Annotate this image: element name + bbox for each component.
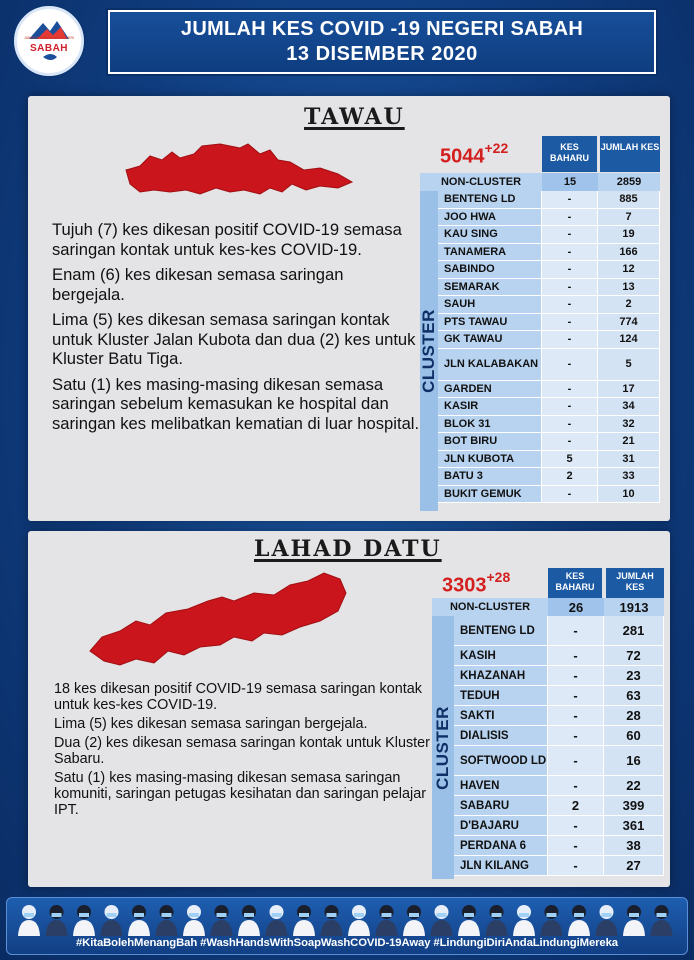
tawau-cluster-new: - xyxy=(542,209,598,226)
lahad-datu-cluster-new: - xyxy=(548,746,604,775)
tawau-cluster-new: 5 xyxy=(542,451,598,468)
tawau-cluster-name: KAU SING xyxy=(438,226,542,243)
lahad-datu-cluster-name: KASIH xyxy=(454,646,548,665)
lahad-datu-cluster-row xyxy=(454,816,664,836)
tawau-cluster-row xyxy=(438,381,660,399)
tawau-cluster-row xyxy=(438,296,660,314)
tawau-cluster-row xyxy=(438,226,660,244)
tawau-cluster-row xyxy=(438,244,660,262)
lahad-datu-cluster-row xyxy=(454,666,664,686)
lahad-datu-cluster-row xyxy=(454,856,664,876)
tawau-cluster-total: 7 xyxy=(598,209,660,226)
tawau-cluster-new: - xyxy=(542,279,598,296)
lahad-datu-col-jumlah-kes: JUMLAH KES xyxy=(606,568,664,598)
lahad-datu-cluster-row xyxy=(454,706,664,726)
tawau-cluster-row xyxy=(438,191,660,209)
frontliner-figures-icon xyxy=(15,900,681,936)
lahad-datu-non-cluster-total: 1913 xyxy=(604,598,664,616)
tawau-cluster-total: 124 xyxy=(598,331,660,348)
logo-emblem-icon xyxy=(17,9,81,73)
tawau-cluster-total: 34 xyxy=(598,398,660,415)
lahad-datu-cluster-row xyxy=(454,686,664,706)
tawau-cluster-new: - xyxy=(542,416,598,433)
tawau-note: Tujuh (7) kes dikesan positif COVID-19 semasa saringan kontak untuk kes-kes COVID-19. xyxy=(52,220,402,259)
tawau-cluster-new: - xyxy=(542,381,598,398)
tawau-cluster-new: - xyxy=(542,349,598,380)
lahad-datu-cluster-name: SOFTWOOD LD xyxy=(454,746,548,775)
tawau-non-cluster-row xyxy=(420,173,660,191)
tawau-cluster-row xyxy=(438,279,660,297)
tawau-cluster-total: 17 xyxy=(598,381,660,398)
tawau-cluster-new: - xyxy=(542,486,598,503)
tawau-cluster-name: BOT BIRU xyxy=(438,433,542,450)
tawau-cluster-row xyxy=(438,486,660,504)
lahad-datu-total-cases xyxy=(442,571,510,598)
tawau-cluster-name: SEMARAK xyxy=(438,279,542,296)
district-title-lahad-datu: LAHAD DATU xyxy=(254,536,442,562)
tawau-cluster-row xyxy=(438,416,660,434)
lahad-datu-cluster-new: - xyxy=(548,816,604,835)
page-date: 13 DISEMBER 2020 xyxy=(286,43,478,65)
tawau-cluster-total: 21 xyxy=(598,433,660,450)
tawau-total-cases xyxy=(440,142,508,169)
tawau-cluster-row xyxy=(438,451,660,469)
tawau-cluster-row xyxy=(438,398,660,416)
tawau-cluster-name: GARDEN xyxy=(438,381,542,398)
lahad-datu-non-cluster-row xyxy=(432,598,664,616)
lahad-datu-non-cluster-new: 26 xyxy=(548,598,604,616)
tawau-cluster-name: SABINDO xyxy=(438,261,542,278)
header-banner xyxy=(108,10,656,74)
tawau-cluster-name: GK TAWAU xyxy=(438,331,542,348)
tawau-cluster-total: 5 xyxy=(598,349,660,380)
lahad-datu-cluster-new: - xyxy=(548,856,604,875)
district-title-tawau: TAWAU xyxy=(304,104,405,130)
tawau-notes xyxy=(52,220,420,439)
lahad-datu-cluster-label-text: CLUSTER xyxy=(433,705,452,790)
tawau-cluster-total: 885 xyxy=(598,191,660,208)
lahad-datu-cluster-name: DIALISIS xyxy=(454,726,548,745)
tawau-col-jumlah-kes: JUMLAH KES xyxy=(600,136,660,172)
tawau-note: Enam (6) kes dikesan semasa saringan bergejala. xyxy=(52,265,344,304)
tawau-cluster-name: PTS TAWAU xyxy=(438,314,542,331)
tawau-note: Lima (5) kes dikesan semasa saringan kontak untuk Kluster Jalan Kubota dan dua (2) kes untuk Kluster Batu Tiga. xyxy=(52,310,416,368)
tawau-cluster-row xyxy=(438,209,660,227)
lahad-datu-cluster-new: - xyxy=(548,666,604,685)
page-title: JUMLAH KES COVID -19 NEGERI SABAH xyxy=(180,18,584,40)
lahad-datu-note: 18 kes dikesan positif COVID-19 semasa saringan kontak untuk kes-kes COVID-19. xyxy=(54,681,422,713)
lahad-datu-panel xyxy=(28,531,670,887)
lahad-datu-cluster-new: - xyxy=(548,706,604,725)
tawau-cluster-name: BATU 3 xyxy=(438,468,542,485)
lahad-datu-cluster-label xyxy=(432,616,454,879)
lahad-datu-cluster-name: D'BAJARU xyxy=(454,816,548,835)
lahad-datu-cluster-name: HAVEN xyxy=(454,776,548,795)
lahad-datu-notes xyxy=(54,681,434,821)
lahad-datu-cluster-name: BENTENG LD xyxy=(454,616,548,645)
tawau-cluster-row xyxy=(438,314,660,332)
lahad-datu-cluster-total: 23 xyxy=(604,666,664,685)
logo-tagline: JABATAN KESIHATAN NEGERI xyxy=(24,36,74,40)
lahad-datu-cluster-new: - xyxy=(548,616,604,645)
tawau-cluster-name: SAUH xyxy=(438,296,542,313)
lahad-datu-map-icon xyxy=(84,571,352,671)
lahad-datu-cluster-new: - xyxy=(548,646,604,665)
tawau-cluster-new: - xyxy=(542,331,598,348)
tawau-cluster-name: JLN KUBOTA xyxy=(438,451,542,468)
tawau-cluster-total: 12 xyxy=(598,261,660,278)
lahad-datu-cluster-total: 63 xyxy=(604,686,664,705)
tawau-cluster-name: TANAMERA xyxy=(438,244,542,261)
tawau-cluster-row xyxy=(438,468,660,486)
lahad-datu-cluster-name: JLN KILANG xyxy=(454,856,548,875)
lahad-datu-new-value: +28 xyxy=(486,569,511,585)
tawau-col-kes-baharu: KES BAHARU xyxy=(542,136,597,172)
lahad-datu-cluster-name: TEDUH xyxy=(454,686,548,705)
tawau-cluster-new: - xyxy=(542,226,598,243)
lahad-datu-cluster-name: KHAZANAH xyxy=(454,666,548,685)
tawau-cluster-total: 33 xyxy=(598,468,660,485)
tawau-cluster-new: - xyxy=(542,261,598,278)
tawau-cluster-total: 19 xyxy=(598,226,660,243)
lahad-datu-cluster-row xyxy=(454,746,664,776)
tawau-cluster-new: 2 xyxy=(542,468,598,485)
lahad-datu-cluster-name: SABARU xyxy=(454,796,548,815)
tawau-non-cluster-name: NON-CLUSTER xyxy=(420,173,542,191)
lahad-datu-note: Satu (1) kes masing-masing dikesan semasa saringan komuniti, saringan petugas kesihatan dan saringan pelajar IPT. xyxy=(54,770,426,818)
tawau-cluster-name: BENTENG LD xyxy=(438,191,542,208)
lahad-datu-note: Dua (2) kes dikesan semasa saringan kontak untuk Kluster Sabaru. xyxy=(54,735,430,767)
lahad-datu-cluster-total: 16 xyxy=(604,746,664,775)
lahad-datu-cluster-total: 281 xyxy=(604,616,664,645)
lahad-datu-total-value: 3303 xyxy=(442,574,487,597)
tawau-cluster-label-text: CLUSTER xyxy=(419,309,438,393)
lahad-datu-cluster-total: 72 xyxy=(604,646,664,665)
tawau-total-value: 5044 xyxy=(440,145,485,168)
tawau-cluster-total: 166 xyxy=(598,244,660,261)
tawau-cluster-table xyxy=(438,191,660,503)
lahad-datu-cluster-row xyxy=(454,836,664,856)
tawau-cluster-total: 10 xyxy=(598,486,660,503)
lahad-datu-cluster-total: 60 xyxy=(604,726,664,745)
tawau-cluster-total: 32 xyxy=(598,416,660,433)
tawau-cluster-name: JOO HWA xyxy=(438,209,542,226)
lahad-datu-cluster-row xyxy=(454,616,664,646)
tawau-cluster-new: - xyxy=(542,433,598,450)
tawau-cluster-name: BUKIT GEMUK xyxy=(438,486,542,503)
lahad-datu-cluster-new: - xyxy=(548,836,604,855)
tawau-non-cluster-total: 2859 xyxy=(598,173,660,191)
lahad-datu-cluster-row xyxy=(454,726,664,746)
lahad-datu-cluster-row xyxy=(454,796,664,816)
lahad-datu-cluster-total: 28 xyxy=(604,706,664,725)
tawau-cluster-name: BLOK 31 xyxy=(438,416,542,433)
lahad-datu-cluster-total: 399 xyxy=(604,796,664,815)
tawau-cluster-new: - xyxy=(542,296,598,313)
lahad-datu-cluster-name: PERDANA 6 xyxy=(454,836,548,855)
footer-band xyxy=(6,897,688,955)
tawau-cluster-name: JLN KALABAKAN xyxy=(438,349,542,380)
lahad-datu-cluster-table xyxy=(454,616,664,876)
tawau-cluster-new: - xyxy=(542,191,598,208)
lahad-datu-note: Lima (5) kes dikesan semasa saringan bergejala. xyxy=(54,716,368,732)
tawau-note: Satu (1) kes masing-masing dikesan semasa saringan sebelum kemasukan ke hospital dan saringan kes melibatkan kematian di luar hospital. xyxy=(52,374,420,433)
tawau-cluster-row xyxy=(438,433,660,451)
tawau-cluster-row xyxy=(438,261,660,279)
tawau-cluster-new: - xyxy=(542,244,598,261)
lahad-datu-cluster-total: 38 xyxy=(604,836,664,855)
lahad-datu-cluster-row xyxy=(454,646,664,666)
lahad-datu-cluster-total: 22 xyxy=(604,776,664,795)
tawau-non-cluster-new: 15 xyxy=(542,173,598,191)
lahad-datu-cluster-total: 27 xyxy=(604,856,664,875)
logo-word: SABAH xyxy=(29,43,69,54)
lahad-datu-cluster-new: - xyxy=(548,726,604,745)
tawau-map-icon xyxy=(120,140,360,202)
lahad-datu-cluster-row xyxy=(454,776,664,796)
tawau-new-value: +22 xyxy=(484,140,509,156)
tawau-panel xyxy=(28,96,670,521)
lahad-datu-cluster-name: SAKTI xyxy=(454,706,548,725)
tawau-cluster-name: KASIR xyxy=(438,398,542,415)
tawau-cluster-new: - xyxy=(542,398,598,415)
tawau-cluster-label xyxy=(420,191,438,511)
lahad-datu-cluster-new: 2 xyxy=(548,796,604,815)
tawau-cluster-total: 13 xyxy=(598,279,660,296)
lahad-datu-cluster-new: - xyxy=(548,686,604,705)
lahad-datu-non-cluster-name: NON-CLUSTER xyxy=(432,598,548,616)
footer-hashtags: #KitaBolehMenangBah #WashHandsWithSoapWashCOVID-19Away #LindungiDiriAndaLindungiMereka xyxy=(76,937,618,949)
tawau-cluster-total: 2 xyxy=(598,296,660,313)
tawau-cluster-row xyxy=(438,349,660,381)
lahad-datu-col-kes-baharu: KES BAHARU xyxy=(548,568,602,598)
tawau-cluster-new: - xyxy=(542,314,598,331)
tawau-cluster-row xyxy=(438,331,660,349)
tawau-cluster-total: 31 xyxy=(598,451,660,468)
lahad-datu-cluster-total: 361 xyxy=(604,816,664,835)
tawau-cluster-total: 774 xyxy=(598,314,660,331)
sabah-health-logo xyxy=(14,6,84,76)
lahad-datu-cluster-new: - xyxy=(548,776,604,795)
